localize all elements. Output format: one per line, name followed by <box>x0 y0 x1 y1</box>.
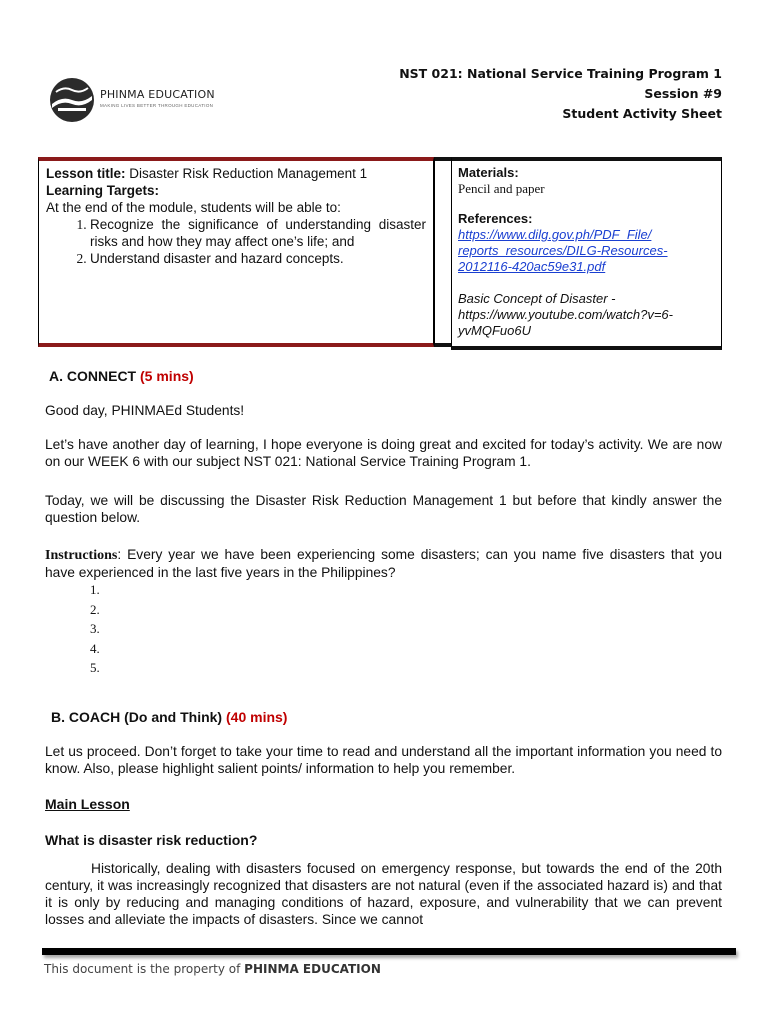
sheet-type: Student Activity Sheet <box>562 106 722 121</box>
coach-time: (40 mins) <box>226 709 288 725</box>
answer-number: 3. <box>90 621 100 636</box>
lesson-question: What is disaster risk reduction? <box>45 832 258 848</box>
learning-target-item: 2. Understand disaster and hazard concepts. <box>90 250 426 267</box>
instructions-text: : Every year we have been experiencing some disasters; can you name five disasters that you have experienced in the last five years in the Philippines? <box>45 547 722 580</box>
answer-number: 2. <box>90 601 100 617</box>
lesson-info-cell <box>38 157 434 347</box>
footer-owner: PHINMA EDUCATION <box>244 962 381 976</box>
reference-link-dilg[interactable]: https://www.dilg.gov.ph/PDF_File/ reports_resources/DILG-Resources- 2012116-420ac59e31.pdf <box>458 227 668 274</box>
main-lesson-heading: Main Lesson <box>45 796 130 812</box>
learning-targets-label: Learning Targets: <box>46 183 160 198</box>
logo-tagline: MAKING LIVES BETTER THROUGH EDUCATION <box>100 103 214 108</box>
lesson-title: Disaster Risk Reduction Management 1 <box>129 166 368 181</box>
connect-time: (5 mins) <box>140 368 194 384</box>
coach-paragraph-1: Let us proceed. Don’t forget to take your time to read and understand all the important information you need to know. Also, please highlight salient points/ information to help you remember. <box>45 744 722 776</box>
connect-paragraph-2: Today, we will be discussing the Disaster Risk Reduction Management 1 but before that kindly answer the question below. <box>45 493 722 525</box>
instructions-label: Instructions <box>45 548 118 563</box>
references-label: References: <box>458 211 533 226</box>
materials-value: Pencil and paper <box>458 181 545 196</box>
coach-paragraph-2: Historically, dealing with disasters focused on emergency response, but towards the end of the 20th century, it was increasingly recognized that disasters are not natural (even if the associated hazard is) and that it is only by reducing and managing conditions of hazard, exposure, and vulnerability that we can prevent losses and alleviate the impacts of disasters. Since we cannot <box>45 861 722 927</box>
connect-heading: A. CONNECT (5 mins) <box>49 368 194 384</box>
coach-heading: B. COACH (Do and Think) (40 mins) <box>51 709 288 725</box>
answer-number: 4. <box>90 640 100 656</box>
materials-cell <box>451 157 722 350</box>
connect-paragraph-1: Let’s have another day of learning, I hope everyone is doing great and excited for today’s activity. We are now on our WEEK 6 with our subject NST 021: National Service Training Program 1. <box>45 437 722 469</box>
learning-targets-list <box>46 216 426 267</box>
learning-targets-intro: At the end of the module, students will be able to: <box>46 200 341 215</box>
table-spacer-cell <box>434 157 451 347</box>
footer-rule <box>42 948 736 955</box>
reference-2-title: Basic Concept of Disaster - <box>458 291 616 306</box>
answer-number: 1. <box>90 582 100 597</box>
session-number: Session #9 <box>644 86 722 101</box>
connect-greeting: Good day, PHINMAEd Students! <box>45 403 245 418</box>
connect-instructions <box>45 546 722 581</box>
materials-label: Materials: <box>458 165 519 180</box>
course-title: NST 021: National Service Training Program 1 <box>399 66 722 81</box>
logo-name: PHINMA EDUCATION <box>100 88 215 101</box>
answer-number: 5. <box>90 660 100 675</box>
phinma-globe-icon <box>48 74 100 126</box>
lesson-title-label: Lesson title: <box>46 166 126 181</box>
reference-2-url: https://www.youtube.com/watch?v=6- yvMQFuo6U <box>458 307 673 338</box>
learning-target-item: 1. Recognize the significance of understanding disaster risks and how they may affect one’s life; and <box>90 216 426 250</box>
answer-number-list <box>90 580 100 678</box>
footer-text: This document is the property of PHINMA EDUCATION <box>44 962 381 976</box>
